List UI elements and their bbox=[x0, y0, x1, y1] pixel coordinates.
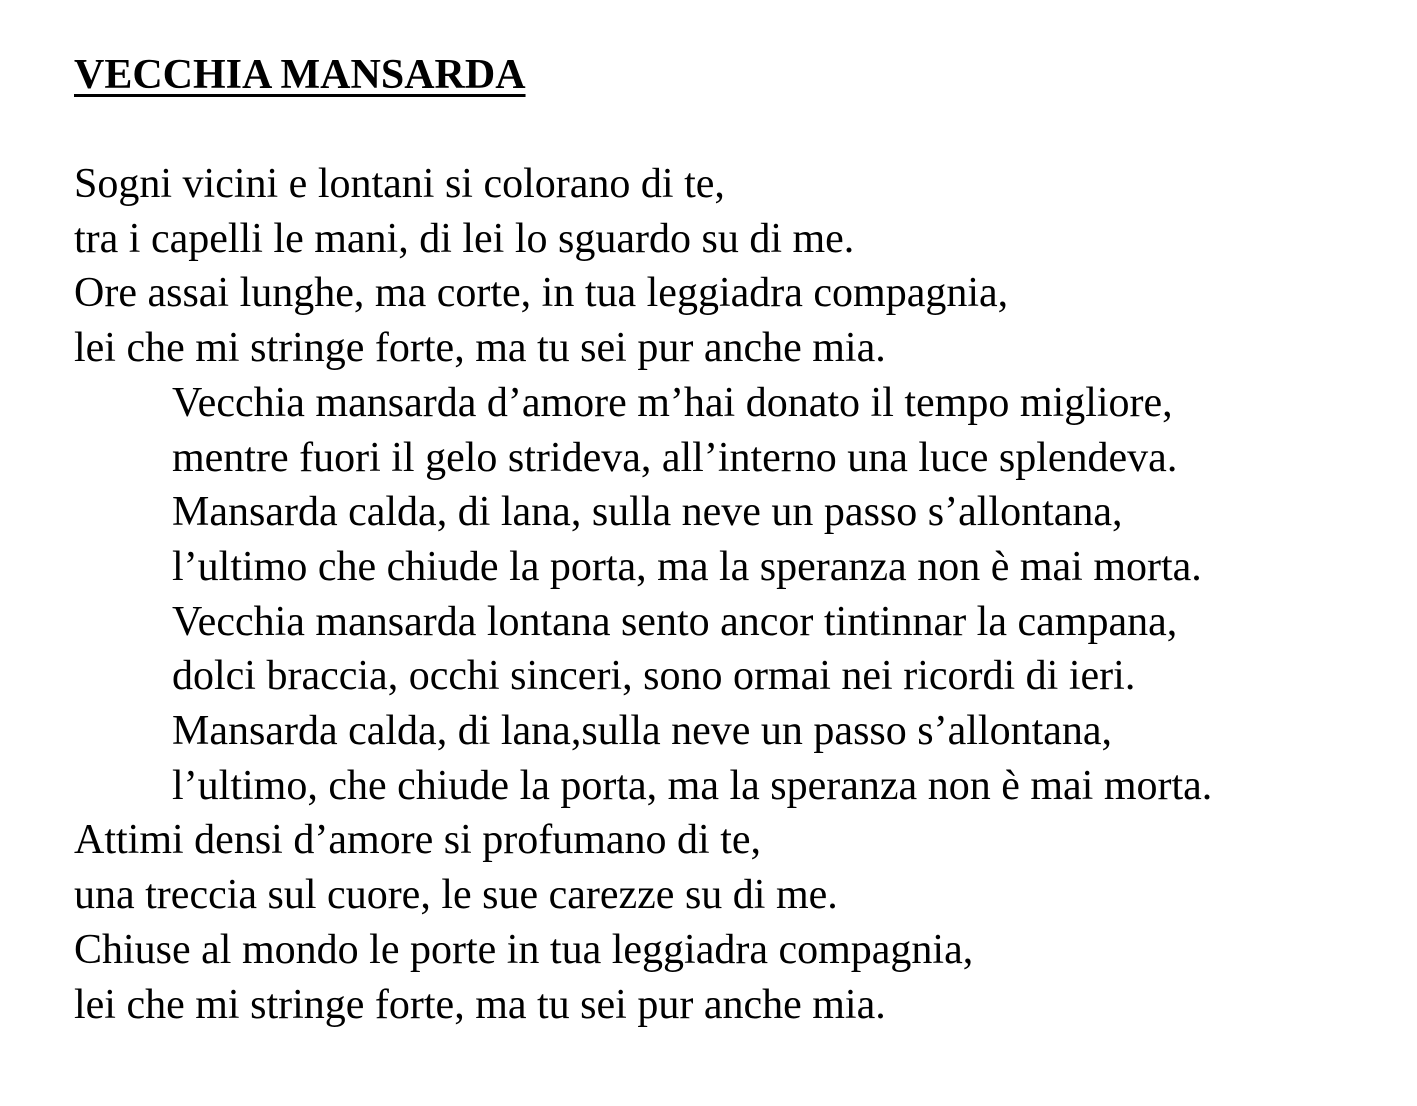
refrain-line: Mansarda calda, di lana, sulla neve un passo s’allontana, bbox=[172, 489, 1123, 536]
verse-line: Chiuse al mondo le porte in tua leggiadra compagnia, bbox=[74, 926, 974, 973]
refrain bbox=[74, 376, 1394, 814]
verse-line: Ore assai lunghe, ma corte, in tua leggiadra compagnia, bbox=[74, 270, 1009, 317]
poem-body bbox=[74, 157, 1394, 1032]
stanza-2 bbox=[74, 813, 1394, 1032]
verse-line: Attimi densi d’amore si profumano di te, bbox=[74, 817, 762, 864]
refrain-line: l’ultimo che chiude la porta, ma la speranza non è mai morta. bbox=[172, 543, 1202, 590]
verse-line: Sogni vicini e lontani si colorano di te, bbox=[74, 161, 725, 207]
refrain-line: dolci braccia, occhi sinceri, sono ormai nei ricordi di ieri. bbox=[172, 653, 1136, 700]
poem-title: VECCHIA MANSARDA bbox=[74, 52, 526, 98]
verse-line: tra i capelli le mani, di lei lo sguardo su di me. bbox=[74, 215, 855, 262]
refrain-line: mentre fuori il gelo strideva, all’interno una luce splendeva. bbox=[172, 434, 1178, 481]
verse-line: lei che mi stringe forte, ma tu sei pur anche mia. bbox=[74, 981, 886, 1028]
refrain-line: Mansarda calda, di lana,sulla neve un passo s’allontana, bbox=[172, 708, 1113, 755]
verse-line: una treccia sul cuore, le sue carezze su di me. bbox=[74, 872, 838, 919]
refrain-line: Vecchia mansarda d’amore m’hai donato il tempo migliore, bbox=[172, 379, 1173, 426]
stanza-1 bbox=[74, 157, 1394, 376]
refrain-line: Vecchia mansarda lontana sento ancor tintinnar la campana, bbox=[172, 598, 1178, 645]
verse-line: lei che mi stringe forte, ma tu sei pur anche mia. bbox=[74, 325, 886, 372]
refrain-line: l’ultimo, che chiude la porta, ma la speranza non è mai morta. bbox=[172, 762, 1213, 809]
